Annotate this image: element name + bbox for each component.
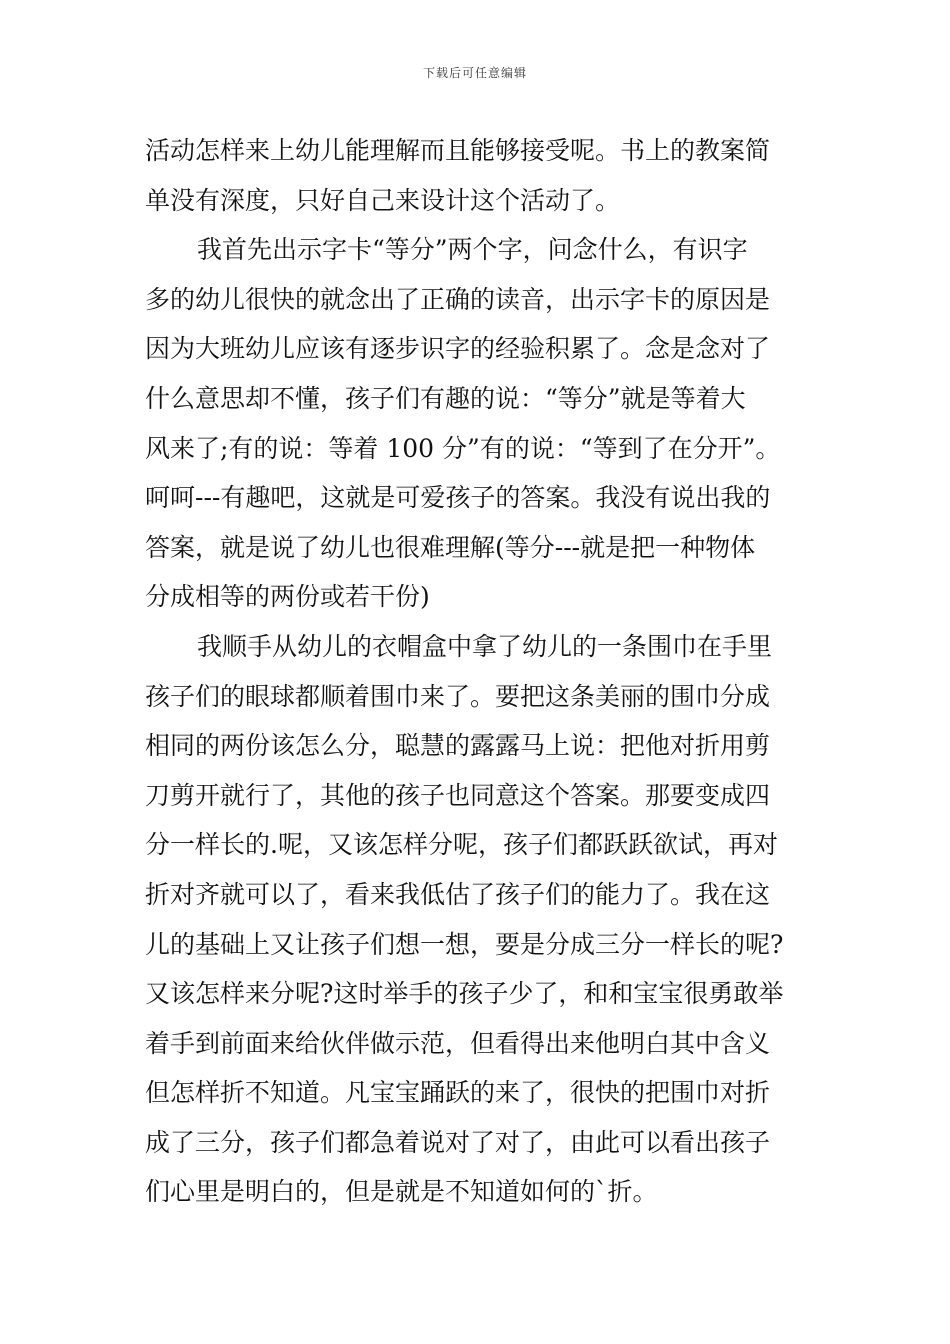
text-line: 折对齐就可以了，看来我低估了孩子们的能力了。我在这 <box>145 879 771 909</box>
text-line: 着手到前面来给伙伴做示范，但看得出来他明白其中含义 <box>145 1028 771 1058</box>
text-line: 因为大班幼儿应该有逐步识字的经验积累了。念是念对了 <box>145 334 771 364</box>
paragraph-start-line: 我顺手从幼儿的衣帽盒中拿了幼儿的一条围巾在手里 <box>197 631 773 661</box>
text-line: 孩子们的眼球都顺着围巾来了。要把这条美丽的围巾分成 <box>145 681 771 711</box>
text-line: 风来了;有的说：等着 100 分”有的说：“等到了在分开”。 <box>145 433 781 463</box>
text-line: 们心里是明白的，但是就是不知道如何的`折。 <box>145 1177 658 1207</box>
text-line: 儿的基础上又让孩子们想一想，要是分成三分一样长的呢? <box>145 929 784 959</box>
text-line: 成了三分，孩子们都急着说对了对了，由此可以看出孩子 <box>145 1127 771 1157</box>
text-line: 答案，就是说了幼儿也很难理解(等分---就是把一种物体 <box>145 532 756 562</box>
body-text <box>145 126 825 1217</box>
text-line: 活动怎样来上幼儿能理解而且能够接受呢。书上的教案简 <box>145 136 771 165</box>
text-line: 分成相等的两份或若干份) <box>145 582 430 612</box>
text-line: 但怎样折不知道。凡宝宝踊跃的来了，很快的把围巾对折 <box>145 1078 771 1108</box>
text-line: 单没有深度，只好自己来设计这个活动了。 <box>145 185 621 215</box>
text-line: 分一样长的.呢，又该怎样分呢，孩子们都跃跃欲试，再对 <box>145 830 778 860</box>
text-line: 多的幼儿很快的就念出了正确的读音，出示字卡的原因是 <box>145 284 771 314</box>
text-line: 又该怎样来分呢?这时举手的孩子少了，和和宝宝很勇敢举 <box>145 979 784 1009</box>
text-line: 什么意思却不懂，孩子们有趣的说：“等分”就是等着大 <box>145 383 746 413</box>
text-line: 相同的两份该怎么分，聪慧的露露马上说：把他对折用剪 <box>145 731 771 761</box>
paragraph-start-line: 我首先出示字卡“等分”两个字，问念什么，有识字 <box>197 235 748 265</box>
text-line: 呵呵---有趣吧，这就是可爱孩子的答案。我没有说出我的 <box>145 483 771 513</box>
page-header: 下载后可任意编辑 <box>422 66 527 80</box>
text-line: 刀剪开就行了，其他的孩子也同意这个答案。那要变成四 <box>145 780 771 810</box>
